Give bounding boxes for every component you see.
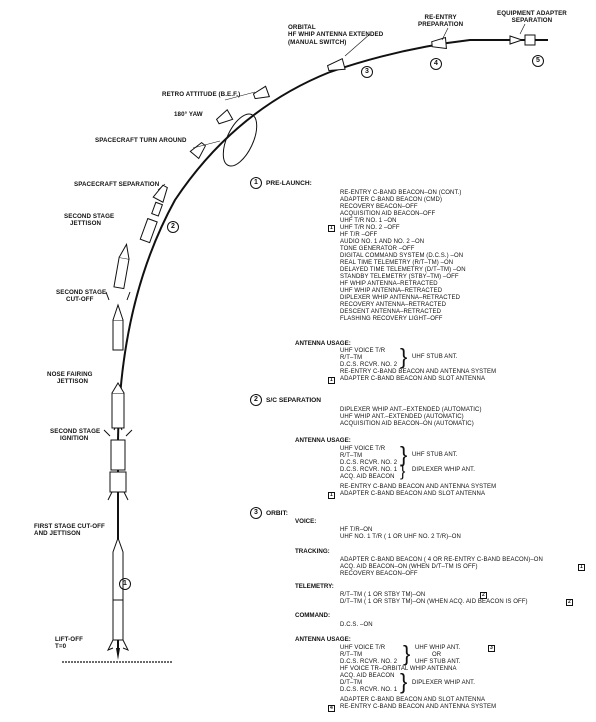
orbit-number: 3 xyxy=(250,507,262,519)
prelaunch-number: 1 xyxy=(250,177,262,189)
sep-ant-line-1: RE-ENTRY C-BAND BEACON AND ANTENNA SYSTEM xyxy=(340,484,497,490)
sep-ant-flag: 1 xyxy=(330,492,333,498)
prelaunch-item: STANDBY TELEMETRY (STBY–TM) –OFF xyxy=(340,274,459,280)
prelaunch-item: HF T/R –OFF xyxy=(340,232,378,238)
separation-item-2: UHF WHIP ANT.–EXTENDED (AUTOMATIC) xyxy=(340,414,464,420)
separation-number: 2 xyxy=(250,394,262,406)
orbit-brace-2: } xyxy=(400,669,408,694)
marker-2: 2 xyxy=(167,221,179,233)
prelaunch-ant-line-2: ADAPTER C-BAND BEACON AND SLOT ANTENNA xyxy=(340,376,486,382)
orbit-flag-1: 1 xyxy=(580,564,583,570)
sep-g2-2: ACQ. AID BEACON xyxy=(340,474,395,480)
orbit-telemetry-title: TELEMETRY: xyxy=(295,583,334,590)
section-prelaunch-heading xyxy=(250,177,312,189)
orbit-voice-2: UHF NO. 1 T/R ( 1 OR UHF NO. 2 T/R)–ON xyxy=(340,534,461,540)
event-spacecraft-separation: SPACECRAFT SEPARATION xyxy=(74,181,160,188)
sep-g1-2: R/T–TM xyxy=(340,453,363,459)
prelaunch-title: PRE-LAUNCH: xyxy=(266,179,312,187)
orbit-telemetry-2: D/T–TM ( 1 OR STBY TM)–ON (WHEN ACQ. AID BEACON IS OFF) xyxy=(340,599,528,605)
orbit-command-1: D.C.S. –ON xyxy=(340,622,373,628)
prelaunch-ant-1: UHF VOICE T/R xyxy=(340,348,386,354)
orbit-ant-line-1: ADAPTER C-BAND BEACON AND SLOT ANTENNA xyxy=(340,697,486,703)
event-orbital-line3: (MANUAL SWITCH) xyxy=(288,38,347,46)
event-jettison-line2: JETTISON xyxy=(70,220,102,228)
spacecraft-adapter-sep xyxy=(510,35,535,45)
event-adapter-separation xyxy=(497,10,567,25)
prelaunch-item: FLASHING RECOVERY LIGHT–OFF xyxy=(340,316,443,322)
event-first-stage-cutoff xyxy=(34,523,105,538)
orbit-brace-1: } xyxy=(403,641,411,666)
orbit-antenna-title: ANTENNA USAGE: xyxy=(295,636,351,643)
sep-ant-line-2: ADAPTER C-BAND BEACON AND SLOT ANTENNA xyxy=(340,491,486,497)
orbit-g1-2: R/T–TM xyxy=(340,652,363,658)
orbit-g1-label-1: UHF WHIP ANT. xyxy=(415,645,461,651)
prelaunch-item: UHF WHIP ANTENNA–RETRACTED xyxy=(340,288,443,294)
orbit-telemetry-1: R/T–TM ( 1 OR STBY TM)–ON xyxy=(340,592,426,598)
event-yaw: 180° YAW xyxy=(174,111,203,118)
prelaunch-item: ACQUISITION AID BEACON–OFF xyxy=(340,211,436,217)
prelaunch-item: ADAPTER C-BAND BEACON (CMD) xyxy=(340,197,443,203)
prelaunch-item: RE-ENTRY C-BAND BEACON–ON (CONT.) xyxy=(340,190,462,196)
orbit-flag-2: 2 xyxy=(482,592,485,598)
marker-4: 4 xyxy=(430,58,442,70)
prelaunch-item: DELAYED TIME TELEMETRY (D/T–TM) –ON xyxy=(340,267,466,273)
event-reentry-line2: PREPARATION xyxy=(418,21,464,29)
orbit-g1-3: D.C.S. RCVR. NO. 2 xyxy=(340,659,398,665)
event-liftoff-line2: T=0 xyxy=(55,643,67,651)
separation-item-3: ACQUISITION AID BEACON–ON (AUTOMATIC) xyxy=(340,421,474,427)
event-nose-line1: NOSE FAIRING xyxy=(47,371,93,378)
event-liftoff xyxy=(55,636,83,651)
event-liftoff-line1: LIFT-OFF xyxy=(55,636,83,643)
orbit-title: ORBIT: xyxy=(266,509,288,517)
orbit-tracking-1: ADAPTER C-BAND BEACON ( 4 OR RE-ENTRY C-BAND BEACON)–ON xyxy=(340,557,543,563)
orbit-tracking-title: TRACKING: xyxy=(295,548,330,555)
orbit-g2-3: D.C.S. RCVR. NO. 1 xyxy=(340,687,398,693)
spacecraft-turnaround xyxy=(190,141,207,159)
event-ignition-line2: IGNITION xyxy=(60,435,89,443)
prelaunch-list xyxy=(340,190,466,323)
orbit-tracking-2: ACQ. AID BEACON–ON (WHEN D/T–TM IS OFF) xyxy=(340,564,478,570)
marker-3: 3 xyxy=(361,66,373,78)
prelaunch-item: TONE GENERATOR –OFF xyxy=(340,246,415,252)
section-separation-heading xyxy=(250,394,321,406)
prelaunch-item: UHF T/R NO. 2 –OFF xyxy=(340,225,400,231)
prelaunch-ant-3: D.C.S. RCVR. NO. 2 xyxy=(340,362,398,368)
marker-5: 5 xyxy=(532,55,544,67)
event-jettison-line1: SECOND STAGE xyxy=(64,213,115,220)
prelaunch-ant-line-1: RE-ENTRY C-BAND BEACON AND ANTENNA SYSTEM xyxy=(340,369,497,375)
event-adapter-line1: EQUIPMENT ADAPTER xyxy=(497,10,567,17)
event-reentry-preparation xyxy=(418,14,463,29)
orbit-ant-flag: 4 xyxy=(330,705,333,711)
event-orbital-line2: HF WHIP ANTENNA EXTENDED xyxy=(288,31,384,39)
prelaunch-item: RECOVERY BEACON–OFF xyxy=(340,204,418,210)
sep-g2-label: DIPLEXER WHIP ANT. xyxy=(412,467,476,473)
sep-brace-1: } xyxy=(400,442,408,467)
sep-brace-2: } xyxy=(400,463,406,480)
prelaunch-item: HF WHIP ANTENNA–RETRACTED xyxy=(340,281,438,287)
prelaunch-ant-2: R/T–TM xyxy=(340,355,363,361)
orbit-hf-line: HF VOICE TR–ORBITAL WHIP ANTENNA xyxy=(340,666,457,672)
prelaunch-item: AUDIO NO. 1 AND NO. 2 –ON xyxy=(340,239,425,245)
rocket-second-ignition xyxy=(112,383,124,428)
event-nose-fairing xyxy=(47,371,93,386)
orbit-g2-2: D/T–TM xyxy=(340,680,363,686)
prelaunch-item: DIPLEXER WHIP ANTENNA–RETRACTED xyxy=(340,295,461,301)
event-orbital xyxy=(288,24,383,46)
event-adapter-line2: SEPARATION xyxy=(511,17,553,25)
orbit-voice-1: HF T/R–ON xyxy=(340,527,373,533)
rocket-cutoff xyxy=(114,244,131,289)
event-second-stage-cutoff xyxy=(56,289,106,304)
event-ignition-line1: SECOND STAGE xyxy=(50,428,101,435)
prelaunch-brace: } xyxy=(400,344,408,369)
orbit-command-title: COMMAND: xyxy=(295,612,331,619)
orbit-g1-label-3: UHF STUB ANT. xyxy=(415,659,461,665)
sep-g1-label: UHF STUB ANT. xyxy=(412,452,458,458)
spacecraft-reentry xyxy=(432,37,447,49)
prelaunch-item: REAL TIME TELEMETRY (R/T–TM) –ON xyxy=(340,260,454,266)
prelaunch-item: RECOVERY ANTENNA–RETRACTED xyxy=(340,302,447,308)
orbit-voice-title: VOICE: xyxy=(295,518,317,525)
prelaunch-flag: 1 xyxy=(330,225,333,231)
sep-g2-1: D.C.S. RCVR. NO. 1 xyxy=(340,467,398,473)
event-reentry-line1: RE-ENTRY xyxy=(424,14,457,21)
sep-g1-1: UHF VOICE T/R xyxy=(340,446,386,452)
event-retro-attitude: RETRO ATTITUDE (B.E.F.) xyxy=(162,91,241,98)
event-first-cut-line1: FIRST STAGE CUT-OFF xyxy=(34,523,105,530)
sep-g1-3: D.C.S. RCVR. NO. 2 xyxy=(340,460,398,466)
orbit-g1-1: UHF VOICE T/R xyxy=(340,645,386,651)
event-nose-line2: JETTISON xyxy=(57,378,89,386)
orbit-g2-label: DIPLEXER WHIP ANT. xyxy=(412,680,476,686)
separation-item-1: DIPLEXER WHIP ANT.–EXTENDED (AUTOMATIC) xyxy=(340,407,482,413)
event-cutoff-line1: SECOND STAGE xyxy=(56,289,107,296)
orbit-ant-line-2: RE-ENTRY C-BAND BEACON AND ANTENNA SYSTEM xyxy=(340,704,497,710)
prelaunch-item: DESCENT ANTENNA–RETRACTED xyxy=(340,309,442,315)
event-second-stage-ignition xyxy=(50,428,100,443)
marker-1: 1 xyxy=(119,578,131,590)
rocket-stage-jettison xyxy=(140,202,163,243)
event-orbital-line1: ORBITAL xyxy=(288,24,316,31)
event-cutoff-line2: CUT-OFF xyxy=(66,296,94,304)
orbit-flag-4: 2 xyxy=(568,599,571,605)
prelaunch-item: UHF T/R NO. 1 –ON xyxy=(340,218,397,224)
event-turn-around: SPACECRAFT TURN AROUND xyxy=(95,137,187,144)
prelaunch-uhf-stub: UHF STUB ANT. xyxy=(412,354,458,360)
spacecraft-yaw xyxy=(215,110,233,127)
spacecraft-retro xyxy=(252,86,269,101)
prelaunch-antenna-title: ANTENNA USAGE: xyxy=(295,340,351,347)
orbit-flag-3: 3 xyxy=(490,645,493,651)
separation-title: S/C SEPARATION xyxy=(266,396,322,404)
orbit-tracking-3: RECOVERY BEACON–OFF xyxy=(340,571,418,577)
prelaunch-ant-flag: 1 xyxy=(330,377,333,383)
section-orbit-heading xyxy=(250,507,288,519)
prelaunch-item: DIGITAL COMMAND SYSTEM (D.C.S.) –ON xyxy=(340,253,464,259)
event-first-cut-line2: AND JETTISON xyxy=(34,530,81,538)
orbit-g2-1: ACQ. AID BEACON xyxy=(340,673,395,679)
orbit-g1-label-2: OR xyxy=(432,652,442,658)
prelaunch-antenna-group xyxy=(340,348,397,369)
separation-antenna-title: ANTENNA USAGE: xyxy=(295,437,351,444)
event-second-stage-jettison xyxy=(64,213,114,228)
